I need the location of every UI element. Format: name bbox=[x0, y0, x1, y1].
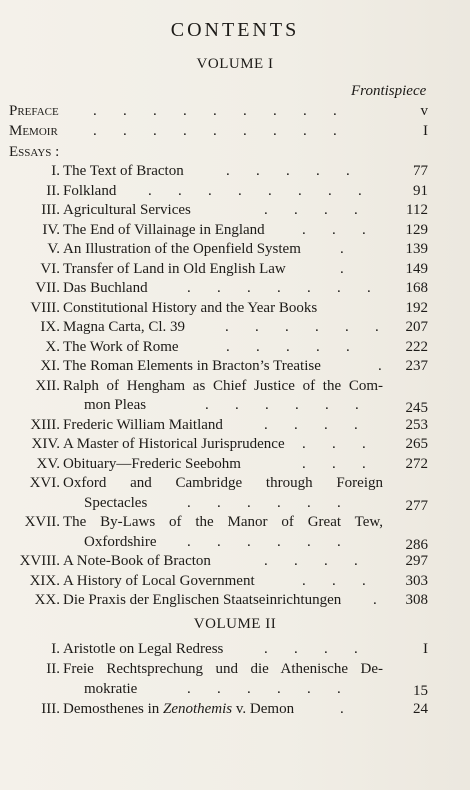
entry-title: A Note-Book of Bracton bbox=[63, 553, 211, 569]
memoir-page: I bbox=[423, 123, 428, 139]
leader-dots: . bbox=[340, 241, 344, 257]
entry-page: 272 bbox=[405, 455, 428, 472]
entry-number: XII. bbox=[35, 377, 60, 394]
entry-title: Aristotle on Legal Redress bbox=[63, 641, 224, 657]
entry-title: Magna Carta, Cl. 39 bbox=[63, 319, 186, 335]
entry-title: Obituary—Frederic Seebohm bbox=[63, 455, 241, 472]
entry-number: VII. bbox=[35, 280, 60, 296]
leader-dots: . . . . bbox=[264, 416, 358, 433]
entry-title: Das Buchland bbox=[63, 280, 148, 296]
entry-page: 277 bbox=[405, 497, 428, 514]
entry-number: II. bbox=[46, 182, 60, 199]
entry-number: VIII. bbox=[30, 299, 60, 316]
entry-title: Transfer of Land in Old English Law bbox=[63, 260, 286, 277]
entry-title: A Master of Historical Jurisprudence bbox=[63, 436, 285, 452]
entry-title: The Text of Bracton bbox=[63, 163, 184, 179]
leader-dots: . . . . . bbox=[226, 163, 350, 179]
entry-page: I bbox=[423, 641, 428, 657]
leader-dots: . . . . . . . . bbox=[148, 182, 362, 199]
entry-number: XVIII. bbox=[19, 553, 60, 569]
preface-page: v bbox=[420, 103, 428, 119]
entry-page: 129 bbox=[405, 221, 428, 238]
entry-page: 297 bbox=[405, 553, 428, 569]
entry-number: IX. bbox=[40, 319, 60, 335]
entry-title: Ralph of Hengham as Chief Justice of the Com- bbox=[63, 377, 383, 394]
entry-title-continued: mon Pleas bbox=[84, 397, 147, 413]
leader-dots: . . . . . . . . . bbox=[93, 103, 337, 119]
preface-label: Preface bbox=[9, 103, 59, 119]
entry-title: Folkland bbox=[63, 182, 117, 199]
entry-page: 303 bbox=[405, 572, 428, 589]
entry-page: 15 bbox=[413, 683, 428, 699]
entry-title: Freie Rechtsprechung und die Athenische De- bbox=[63, 661, 383, 677]
entry-title: Agricultural Services bbox=[63, 202, 191, 218]
entry-page: 253 bbox=[405, 416, 428, 433]
entry-title-part: Demosthenes in bbox=[63, 701, 163, 717]
entry-number: VI. bbox=[40, 260, 60, 277]
entry-title: Constitutional History and the Year Books bbox=[63, 299, 318, 316]
entry-page: 222 bbox=[405, 338, 428, 355]
entry-page: 149 bbox=[405, 260, 428, 277]
entry-number: IV. bbox=[42, 221, 60, 238]
leader-dots: . . . bbox=[302, 455, 366, 472]
entry-title: The End of Villainage in England bbox=[63, 221, 265, 238]
entry-page: 112 bbox=[406, 202, 428, 218]
entry-page: 286 bbox=[405, 536, 428, 553]
entry-title-italic: Zenothemis bbox=[162, 701, 233, 717]
leader-dots: . bbox=[340, 701, 344, 717]
leader-dots: . . . . . . bbox=[187, 494, 341, 511]
entry-number: III. bbox=[41, 202, 60, 218]
entry-title: Frederic William Maitland bbox=[63, 416, 223, 433]
entry-number: XIII. bbox=[30, 416, 60, 433]
entry-page: 24 bbox=[413, 701, 428, 717]
leader-dots: . . . bbox=[302, 572, 366, 589]
leader-dots: . . . . . . bbox=[187, 533, 341, 550]
entry-page: 168 bbox=[405, 280, 428, 296]
entry-title: Oxford and Cambridge through Foreign bbox=[63, 475, 383, 491]
leader-dots: . . . . . . bbox=[187, 681, 341, 697]
entry-page: 265 bbox=[405, 436, 428, 452]
leader-dots: . . . . bbox=[264, 641, 358, 657]
entry-title-part: v. Demon bbox=[232, 701, 295, 717]
entry-number: III. bbox=[41, 701, 60, 717]
entry-title: A History of Local Government bbox=[63, 572, 255, 589]
entry-number: I. bbox=[51, 163, 60, 179]
entry-number: II. bbox=[46, 661, 60, 677]
entry-number: XVI. bbox=[29, 475, 60, 491]
essays-label: Essays : bbox=[9, 144, 60, 160]
entry-title: The Roman Elements in Bracton’s Treatise bbox=[63, 358, 321, 374]
leader-dots: . . . . . . bbox=[205, 397, 359, 413]
entry-number: XI. bbox=[40, 358, 60, 374]
entry-number: XVII. bbox=[24, 514, 60, 530]
memoir-label: Memoir bbox=[9, 123, 58, 139]
leader-dots: . . . . . . . bbox=[187, 280, 371, 296]
page-title: CONTENTS bbox=[170, 19, 300, 41]
leader-dots: . . . . . bbox=[226, 338, 350, 355]
entry-number: I. bbox=[51, 641, 60, 657]
leader-dots: . . . . . . . . . bbox=[93, 123, 337, 139]
entry-number: XV. bbox=[36, 455, 60, 472]
entry-number: XIX. bbox=[29, 572, 60, 589]
entry-title: Die Praxis der Englischen Staatseinrichtungen bbox=[63, 592, 342, 608]
volume-1-heading: VOLUME I bbox=[196, 56, 274, 72]
entry-title-continued: Oxfordshire bbox=[84, 533, 157, 550]
entry-page: 245 bbox=[405, 400, 428, 416]
entry-title-continued: mokratie bbox=[84, 681, 138, 697]
entry-number: XIV. bbox=[31, 436, 60, 452]
entry-title bbox=[63, 701, 294, 717]
entry-number: V. bbox=[47, 241, 60, 257]
entry-page: 237 bbox=[405, 358, 428, 374]
entry-page: 192 bbox=[405, 299, 428, 316]
leader-dots: . bbox=[373, 592, 377, 608]
entry-page: 91 bbox=[413, 182, 428, 199]
frontispiece-label: Frontispiece bbox=[351, 83, 427, 99]
entry-title: An Illustration of the Openfield System bbox=[63, 241, 301, 257]
entry-page: 77 bbox=[413, 163, 428, 179]
leader-dots: . . . bbox=[302, 221, 366, 238]
leader-dots: . . . . . . bbox=[225, 319, 379, 335]
leader-dots: . . . . bbox=[264, 553, 358, 569]
entry-page: 308 bbox=[405, 592, 428, 608]
entry-title: The By-Laws of the Manor of Great Tew, bbox=[63, 514, 383, 530]
leader-dots: . . . bbox=[302, 436, 366, 452]
leader-dots: . . . . bbox=[264, 202, 358, 218]
entry-page: 207 bbox=[405, 319, 428, 335]
entry-title-continued: Spectacles bbox=[84, 494, 148, 511]
leader-dots: . bbox=[378, 358, 382, 374]
volume-2-heading: VOLUME II bbox=[193, 616, 277, 632]
entry-number: XX. bbox=[34, 592, 60, 608]
leader-dots: . bbox=[340, 260, 344, 277]
entry-title: The Work of Rome bbox=[63, 338, 179, 355]
entry-number: X. bbox=[45, 338, 60, 355]
entry-page: 139 bbox=[405, 241, 428, 257]
